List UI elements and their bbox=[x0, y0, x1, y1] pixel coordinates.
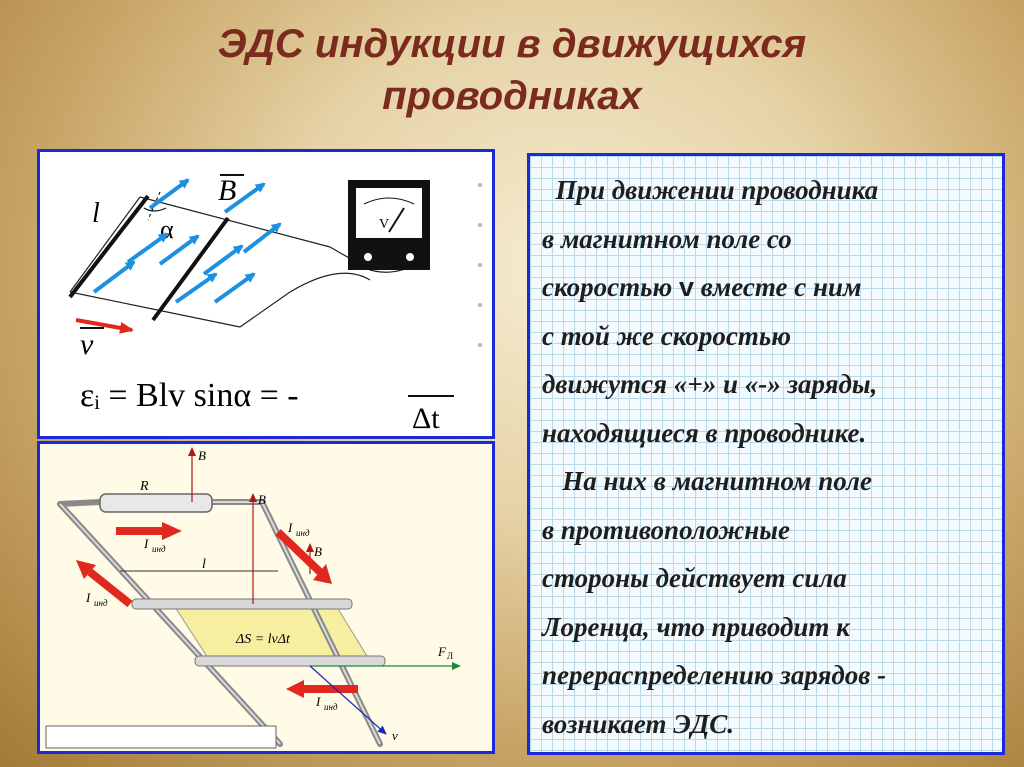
text-line-9: стороны действует сила bbox=[542, 563, 847, 593]
voltmeter bbox=[348, 180, 430, 270]
label-F: F bbox=[438, 644, 446, 659]
label-I-4: I bbox=[316, 694, 321, 709]
label-ind-3: инд bbox=[296, 528, 310, 538]
magnetic-field-arrows bbox=[94, 180, 280, 302]
label-F-sub: Л bbox=[447, 651, 454, 661]
bottom-figure-panel bbox=[37, 441, 495, 754]
crossbar-1 bbox=[132, 599, 352, 609]
resistor bbox=[100, 494, 212, 512]
label-I-3: I bbox=[288, 520, 293, 535]
text-line-1: При движении проводника bbox=[542, 175, 879, 205]
label-R: R bbox=[140, 479, 149, 494]
text-line-3 bbox=[542, 263, 994, 312]
label-ind-4: инд bbox=[324, 702, 338, 712]
text-line-5: движутся «+» и «-» заряды, bbox=[542, 369, 878, 399]
formula: εᵢ = Blv sinα = - bbox=[80, 377, 299, 414]
text-line-7: На них в магнитном поле bbox=[542, 466, 872, 496]
label-I-1: I bbox=[144, 536, 149, 551]
label-ind-1: инд bbox=[152, 544, 166, 554]
label-v: v bbox=[80, 328, 94, 361]
wire-2 bbox=[240, 273, 370, 327]
text-line-12: возникает ЭДС. bbox=[542, 708, 735, 739]
explanation-text-panel bbox=[527, 153, 1005, 755]
rail-frame bbox=[70, 197, 330, 327]
top-figure-panel bbox=[37, 149, 495, 439]
label-B-1: B bbox=[198, 448, 206, 463]
label-l: l bbox=[92, 198, 100, 229]
angle-arc bbox=[144, 208, 166, 211]
label-B: B bbox=[218, 174, 237, 207]
label-I-2: I bbox=[86, 590, 91, 605]
text-line-8: в противоположные bbox=[542, 514, 790, 545]
crossbar-2 bbox=[195, 656, 385, 666]
label-B-3: B bbox=[314, 544, 322, 559]
label-l: l bbox=[202, 557, 206, 572]
text-line-4: с той же скоростью bbox=[542, 320, 791, 351]
label-alpha: α bbox=[160, 215, 174, 244]
text-line-2: в магнитном поле со bbox=[542, 223, 792, 254]
label-v: v bbox=[392, 728, 398, 743]
label-B-2: B bbox=[258, 492, 266, 507]
title-line-1: ЭДС индукции в движущихся bbox=[217, 22, 807, 66]
voltmeter-label: V bbox=[379, 217, 390, 232]
text-line-11: перераспределению зарядов - bbox=[542, 660, 887, 690]
title-line-2: проводниках bbox=[382, 74, 642, 118]
velocity-symbol: v bbox=[678, 272, 694, 302]
text-line-3-end: вместе с ним bbox=[693, 272, 862, 302]
blank-box bbox=[46, 726, 276, 748]
label-delta-s: ΔS = lvΔt bbox=[236, 632, 290, 647]
top-figure-diagram bbox=[40, 152, 492, 436]
decorative-dots bbox=[478, 183, 482, 347]
text-line-10: Лоренца, что приводит к bbox=[542, 611, 850, 642]
bottom-figure-diagram bbox=[40, 444, 492, 751]
formula-denominator: Δt bbox=[412, 402, 440, 435]
label-ind-2: инд bbox=[94, 598, 108, 608]
text-line-3-start: скоростью bbox=[542, 272, 679, 302]
slide-title bbox=[0, 18, 1024, 122]
text-line-6: находящиеся в проводнике. bbox=[542, 417, 867, 448]
